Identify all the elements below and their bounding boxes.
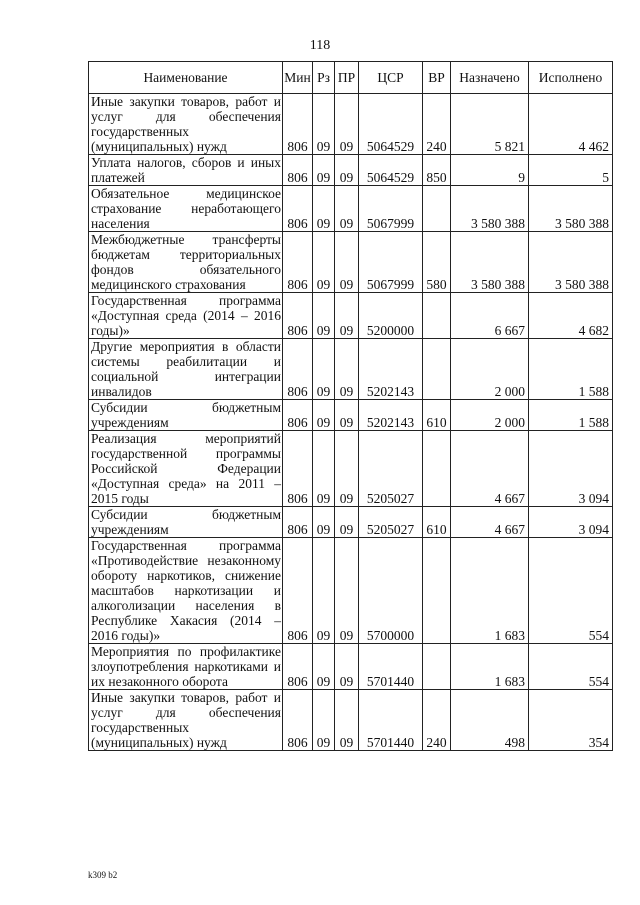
cell-rz: 09: [313, 507, 335, 538]
cell-vr: [423, 186, 451, 232]
table-row: [89, 400, 613, 431]
cell-assigned: 4 667: [451, 507, 529, 538]
cell-name: Мероприятия по профилактике злоупотребления наркотиками и их незаконного оборота: [89, 644, 283, 690]
cell-executed: 4 462: [529, 94, 613, 155]
cell-pr: 09: [335, 155, 359, 186]
cell-csr: 5202143: [359, 339, 423, 400]
cell-executed: 3 580 388: [529, 232, 613, 293]
cell-csr: 5064529: [359, 155, 423, 186]
cell-csr: 5067999: [359, 186, 423, 232]
cell-csr: 5700000: [359, 538, 423, 644]
cell-name: Обязательное медицинское страхование неработающего населения: [89, 186, 283, 232]
cell-executed: 1 588: [529, 339, 613, 400]
cell-min: 806: [283, 232, 313, 293]
cell-vr: 240: [423, 690, 451, 751]
cell-name: Другие мероприятия в области системы реабилитации и социальной интеграции инвалидов: [89, 339, 283, 400]
cell-executed: 554: [529, 538, 613, 644]
cell-min: 806: [283, 94, 313, 155]
cell-name: Государственная программа «Противодействие незаконному обороту наркотиков, снижение масштабов наркотизации и алкоголизации населения в Республике Хакасия (2014 – 2016 годы)»: [89, 538, 283, 644]
cell-name: Реализация мероприятий государственной программы Российской Федерации «Доступная среда» на 2011 – 2015 годы: [89, 431, 283, 507]
cell-executed: 554: [529, 644, 613, 690]
table-row: [89, 339, 613, 400]
cell-csr: 5205027: [359, 431, 423, 507]
cell-min: 806: [283, 186, 313, 232]
cell-assigned: 3 580 388: [451, 186, 529, 232]
cell-assigned: 1 683: [451, 644, 529, 690]
table-header-row: [89, 62, 613, 94]
table-row: [89, 538, 613, 644]
table-body: [89, 94, 613, 751]
cell-min: 806: [283, 155, 313, 186]
cell-pr: 09: [335, 186, 359, 232]
header-csr: ЦСР: [359, 62, 423, 94]
table-row: [89, 232, 613, 293]
cell-assigned: 2 000: [451, 400, 529, 431]
header-executed: Исполнено: [529, 62, 613, 94]
table-row: [89, 507, 613, 538]
header-name: Наименование: [89, 62, 283, 94]
cell-pr: 09: [335, 690, 359, 751]
budget-table: [88, 61, 613, 751]
cell-assigned: 6 667: [451, 293, 529, 339]
cell-executed: 3 094: [529, 431, 613, 507]
cell-vr: 580: [423, 232, 451, 293]
cell-vr: 240: [423, 94, 451, 155]
cell-min: 806: [283, 538, 313, 644]
cell-rz: 09: [313, 644, 335, 690]
cell-rz: 09: [313, 293, 335, 339]
cell-csr: 5202143: [359, 400, 423, 431]
cell-min: 806: [283, 400, 313, 431]
cell-name: Иные закупки товаров, работ и услуг для обеспечения государственных (муниципальных) нужд: [89, 94, 283, 155]
cell-vr: [423, 538, 451, 644]
footer-code: k309 b2: [88, 870, 118, 880]
cell-rz: 09: [313, 94, 335, 155]
cell-csr: 5064529: [359, 94, 423, 155]
table-row: [89, 431, 613, 507]
cell-pr: 09: [335, 293, 359, 339]
header-pr: ПР: [335, 62, 359, 94]
table-row: [89, 155, 613, 186]
cell-vr: [423, 339, 451, 400]
cell-name: Субсидии бюджетным учреждениям: [89, 400, 283, 431]
cell-assigned: 9: [451, 155, 529, 186]
cell-pr: 09: [335, 400, 359, 431]
cell-rz: 09: [313, 186, 335, 232]
cell-name: Уплата налогов, сборов и иных платежей: [89, 155, 283, 186]
cell-name: Иные закупки товаров, работ и услуг для обеспечения государственных (муниципальных) нужд: [89, 690, 283, 751]
cell-min: 806: [283, 690, 313, 751]
cell-name: Государственная программа «Доступная среда (2014 – 2016 годы)»: [89, 293, 283, 339]
cell-csr: 5067999: [359, 232, 423, 293]
header-assigned: Назначено: [451, 62, 529, 94]
cell-name: Межбюджетные трансферты бюджетам территориальных фондов обязательного медицинского страхования: [89, 232, 283, 293]
cell-executed: 1 588: [529, 400, 613, 431]
cell-executed: 354: [529, 690, 613, 751]
table-row: [89, 186, 613, 232]
cell-rz: 09: [313, 400, 335, 431]
cell-pr: 09: [335, 339, 359, 400]
cell-vr: [423, 293, 451, 339]
cell-csr: 5701440: [359, 690, 423, 751]
cell-vr: [423, 431, 451, 507]
cell-csr: 5205027: [359, 507, 423, 538]
cell-vr: 610: [423, 507, 451, 538]
cell-executed: 3 094: [529, 507, 613, 538]
header-rz: Рз: [313, 62, 335, 94]
cell-pr: 09: [335, 644, 359, 690]
cell-min: 806: [283, 644, 313, 690]
cell-rz: 09: [313, 538, 335, 644]
cell-assigned: 2 000: [451, 339, 529, 400]
cell-assigned: 3 580 388: [451, 232, 529, 293]
cell-pr: 09: [335, 232, 359, 293]
table-row: [89, 644, 613, 690]
cell-vr: [423, 644, 451, 690]
cell-csr: 5200000: [359, 293, 423, 339]
cell-pr: 09: [335, 507, 359, 538]
cell-csr: 5701440: [359, 644, 423, 690]
cell-assigned: 1 683: [451, 538, 529, 644]
cell-pr: 09: [335, 538, 359, 644]
cell-executed: 3 580 388: [529, 186, 613, 232]
table-row: [89, 94, 613, 155]
cell-pr: 09: [335, 94, 359, 155]
cell-pr: 09: [335, 431, 359, 507]
header-vr: ВР: [423, 62, 451, 94]
cell-min: 806: [283, 431, 313, 507]
cell-assigned: 498: [451, 690, 529, 751]
cell-rz: 09: [313, 155, 335, 186]
page-number: 118: [309, 38, 331, 53]
table-row: [89, 293, 613, 339]
cell-min: 806: [283, 507, 313, 538]
cell-min: 806: [283, 339, 313, 400]
cell-assigned: 5 821: [451, 94, 529, 155]
table-row: [89, 690, 613, 751]
cell-executed: 5: [529, 155, 613, 186]
cell-executed: 4 682: [529, 293, 613, 339]
cell-rz: 09: [313, 232, 335, 293]
cell-vr: 850: [423, 155, 451, 186]
cell-min: 806: [283, 293, 313, 339]
cell-rz: 09: [313, 690, 335, 751]
cell-vr: 610: [423, 400, 451, 431]
cell-name: Субсидии бюджетным учреждениям: [89, 507, 283, 538]
header-min: Мин: [283, 62, 313, 94]
cell-rz: 09: [313, 339, 335, 400]
cell-rz: 09: [313, 431, 335, 507]
cell-assigned: 4 667: [451, 431, 529, 507]
